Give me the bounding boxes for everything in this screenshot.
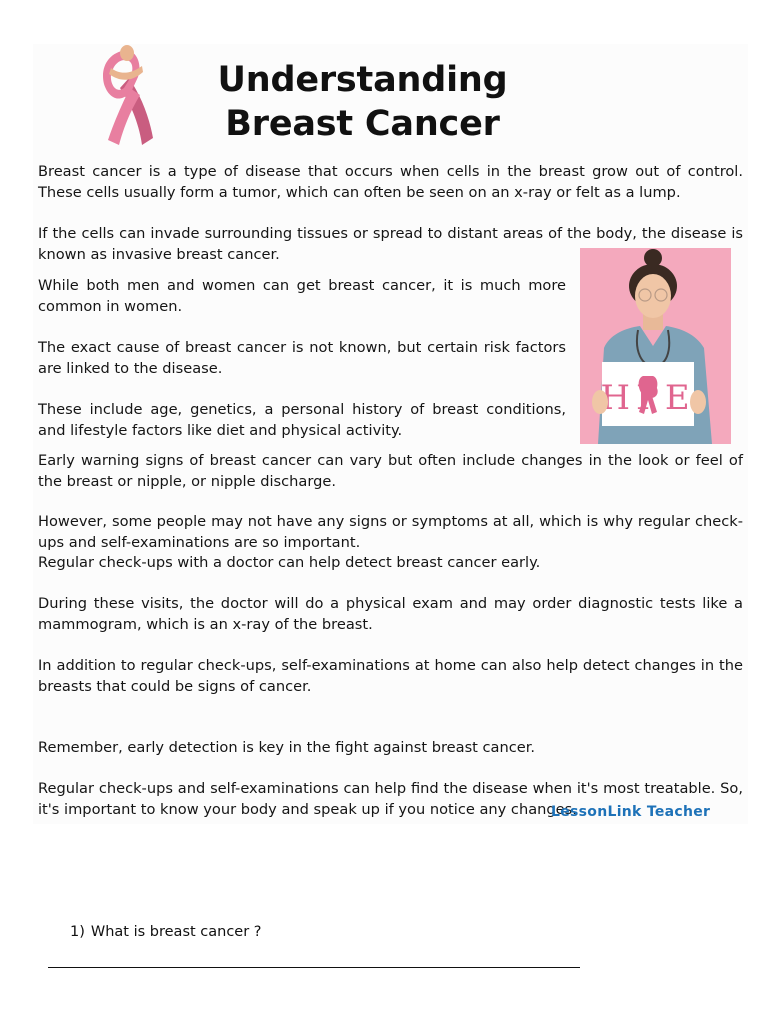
paragraph-definition: Breast cancer is a type of disease that occurs when cells in the breast grow out of control. These cells usually form a tumor, which can often be seen on an x-ray or felt as a lump.: [38, 163, 743, 201]
paragraph-remember: Remember, early detection is key in the fight against breast cancer.: [38, 739, 536, 756]
question-1: [70, 922, 262, 942]
paragraph-cause: The exact cause of breast cancer is not known, but certain risk factors are linked to the disease.: [38, 339, 566, 377]
nurse-hope-photo: [580, 248, 731, 444]
paragraph-doctor-visits: During these visits, the doctor will do a physical exam and may order diagnostic tests like a mammogram, which is an x-ray of the breast.: [38, 595, 743, 633]
lessonlink-watermark: LessonLink Teacher: [551, 804, 711, 820]
paragraph-checkups: Regular check-ups with a doctor can help detect breast cancer early.: [38, 554, 541, 571]
right-hand: [690, 390, 706, 414]
paragraph-warning-signs: Early warning signs of breast cancer can vary but often include changes in the look or feel of the breast or nipple, or nipple discharge.: [38, 452, 743, 490]
pink-ribbon-illustration: [96, 44, 158, 148]
left-hand: [592, 390, 608, 414]
paragraph-invasive: If the cells can invade surrounding tissues or spread to distant areas of the body, the disease is known as invasive breast cancer.: [38, 225, 743, 263]
paragraph-treatable: Regular check-ups and self-examinations can help find the disease when it's most treatable. So, it's important to know your body and speak up if you notice any changes.: [38, 780, 743, 818]
paragraph-who: While both men and women can get breast cancer, it is much more common in women.: [38, 277, 566, 315]
paragraph-self-exam: In addition to regular check-ups, self-examinations at home can also help detect changes in the breasts that could be signs of cancer.: [38, 657, 743, 695]
title-line-1: Understanding: [217, 60, 508, 100]
title-line-2: Breast Cancer: [225, 104, 500, 144]
figure-head: [120, 45, 134, 61]
face: [635, 274, 671, 318]
question-1-number: 1): [70, 924, 85, 940]
paragraph-no-symptoms: However, some people may not have any signs or symptoms at all, which is why regular check-ups and self-examinations are so important.: [38, 513, 743, 551]
question-1-text: What is breast cancer ?: [90, 924, 262, 940]
page-title: [190, 58, 535, 146]
paragraph-risk-factors: These include age, genetics, a personal history of breast conditions, and lifestyle factors like diet and physical activity.: [38, 401, 566, 439]
answer-line-1[interactable]: [48, 967, 580, 968]
